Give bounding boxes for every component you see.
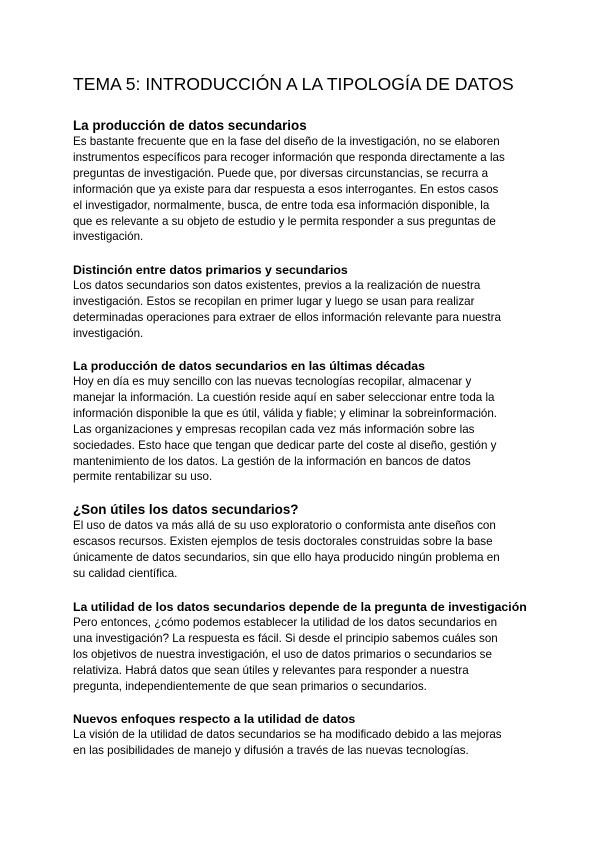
body-line: Los datos secundarios son datos existentes, previos a la realización de nuestra bbox=[73, 279, 481, 292]
section-body bbox=[73, 727, 528, 759]
section-heading: La producción de datos secundarios en las últimas décadas bbox=[73, 359, 425, 373]
body-line: instrumentos específicos para recoger información que responda directamente a las bbox=[73, 150, 505, 164]
section-heading: ¿Son útiles los datos secundarios? bbox=[73, 502, 299, 517]
body-line: en las posibilidades de manejo y difusión a través de las nuevas tecnologías. bbox=[73, 743, 469, 757]
body-line: permite rentabilizar su uso. bbox=[73, 470, 213, 484]
document-title: TEMA 5: INTRODUCCIÓN A LA TIPOLOGÍA DE DATOS bbox=[73, 74, 514, 94]
body-line: manejar la información. La cuestión reside aquí en saber seleccionar entre toda la bbox=[73, 390, 495, 404]
body-line: mantenimiento de los datos. La gestión de la información en bancos de datos bbox=[73, 454, 471, 468]
body-line: información disponible la que es útil, válida y fiable; y eliminar la sobreinformación. bbox=[73, 406, 498, 420]
body-line: relativiza. Habrá datos que sean útiles y relevantes para responder a nuestra bbox=[73, 663, 469, 677]
body-line: Es bastante frecuente que en la fase del diseño de la investigación, no se elaboren bbox=[73, 135, 500, 148]
body-line: que es relevante a su objeto de estudio y le permita responder a sus preguntas de bbox=[73, 214, 496, 228]
section-body bbox=[73, 615, 528, 695]
body-line: La visión de la utilidad de datos secundarios se ha modificado debido a las mejoras bbox=[73, 728, 502, 741]
body-line: preguntas de investigación. Puede que, por diversas circunstancias, se recurra a bbox=[73, 166, 489, 180]
section-son-utiles bbox=[73, 502, 528, 582]
section-body bbox=[73, 518, 528, 582]
section-ultimas-decadas bbox=[73, 358, 528, 485]
body-line: pregunta, independientemente de que sean primarios o secundarios. bbox=[73, 679, 427, 693]
body-line: investigación. Estos se recopilan en primer lugar y luego se usan para realizar bbox=[73, 294, 475, 308]
body-line: su calidad científica. bbox=[73, 566, 178, 580]
body-line: investigación. bbox=[73, 230, 144, 244]
body-line: escasos recursos. Existen ejemplos de tesis doctorales construidas sobre la base bbox=[73, 534, 493, 548]
section-distincion bbox=[73, 262, 528, 342]
body-line: Hoy en día es muy sencillo con las nuevas tecnologías recopilar, almacenar y bbox=[73, 375, 472, 388]
section-utilidad-pregunta bbox=[73, 599, 528, 695]
body-line: únicamente de datos secundarios, sin que ello haya producido ningún problema en bbox=[73, 550, 500, 564]
section-heading: Nuevos enfoques respecto a la utilidad de datos bbox=[73, 712, 356, 726]
body-line: información que ya existe para dar respuesta a esos interrogantes. En estos casos bbox=[73, 182, 499, 196]
body-line: sociedades. Esto hace que tengan que dedicar parte del coste al diseño, gestión y bbox=[73, 438, 497, 452]
section-heading: Distinción entre datos primarios y secundarios bbox=[73, 263, 348, 277]
body-line: El uso de datos va más allá de su uso exploratorio o conformista ante diseños con bbox=[73, 519, 496, 532]
body-line: determinadas operaciones para extraer de ellos información relevante para nuestra bbox=[73, 310, 501, 324]
section-heading: La producción de datos secundarios bbox=[73, 118, 307, 133]
section-heading: La utilidad de los datos secundarios depende de la pregunta de investigación bbox=[73, 600, 527, 614]
section-nuevos-enfoques bbox=[73, 711, 528, 759]
body-line: Pero entonces, ¿cómo podemos establecer la utilidad de los datos secundarios en bbox=[73, 616, 498, 629]
body-line: Las organizaciones y empresas recopilan cada vez más información sobre las bbox=[73, 422, 475, 436]
body-line: los objetivos de nuestra investigación, el uso de datos primarios o secundarios se bbox=[73, 647, 492, 661]
section-body bbox=[73, 278, 528, 342]
section-datos-secundarios bbox=[73, 118, 528, 245]
section-body bbox=[73, 374, 528, 485]
body-line: investigación. bbox=[73, 326, 144, 340]
section-body bbox=[73, 134, 528, 245]
body-line: una investigación? La respuesta es fácil. Si desde el principio sabemos cuáles son bbox=[73, 631, 498, 645]
body-line: el investigador, normalmente, busca, de entre toda esa información disponible, la bbox=[73, 198, 490, 212]
